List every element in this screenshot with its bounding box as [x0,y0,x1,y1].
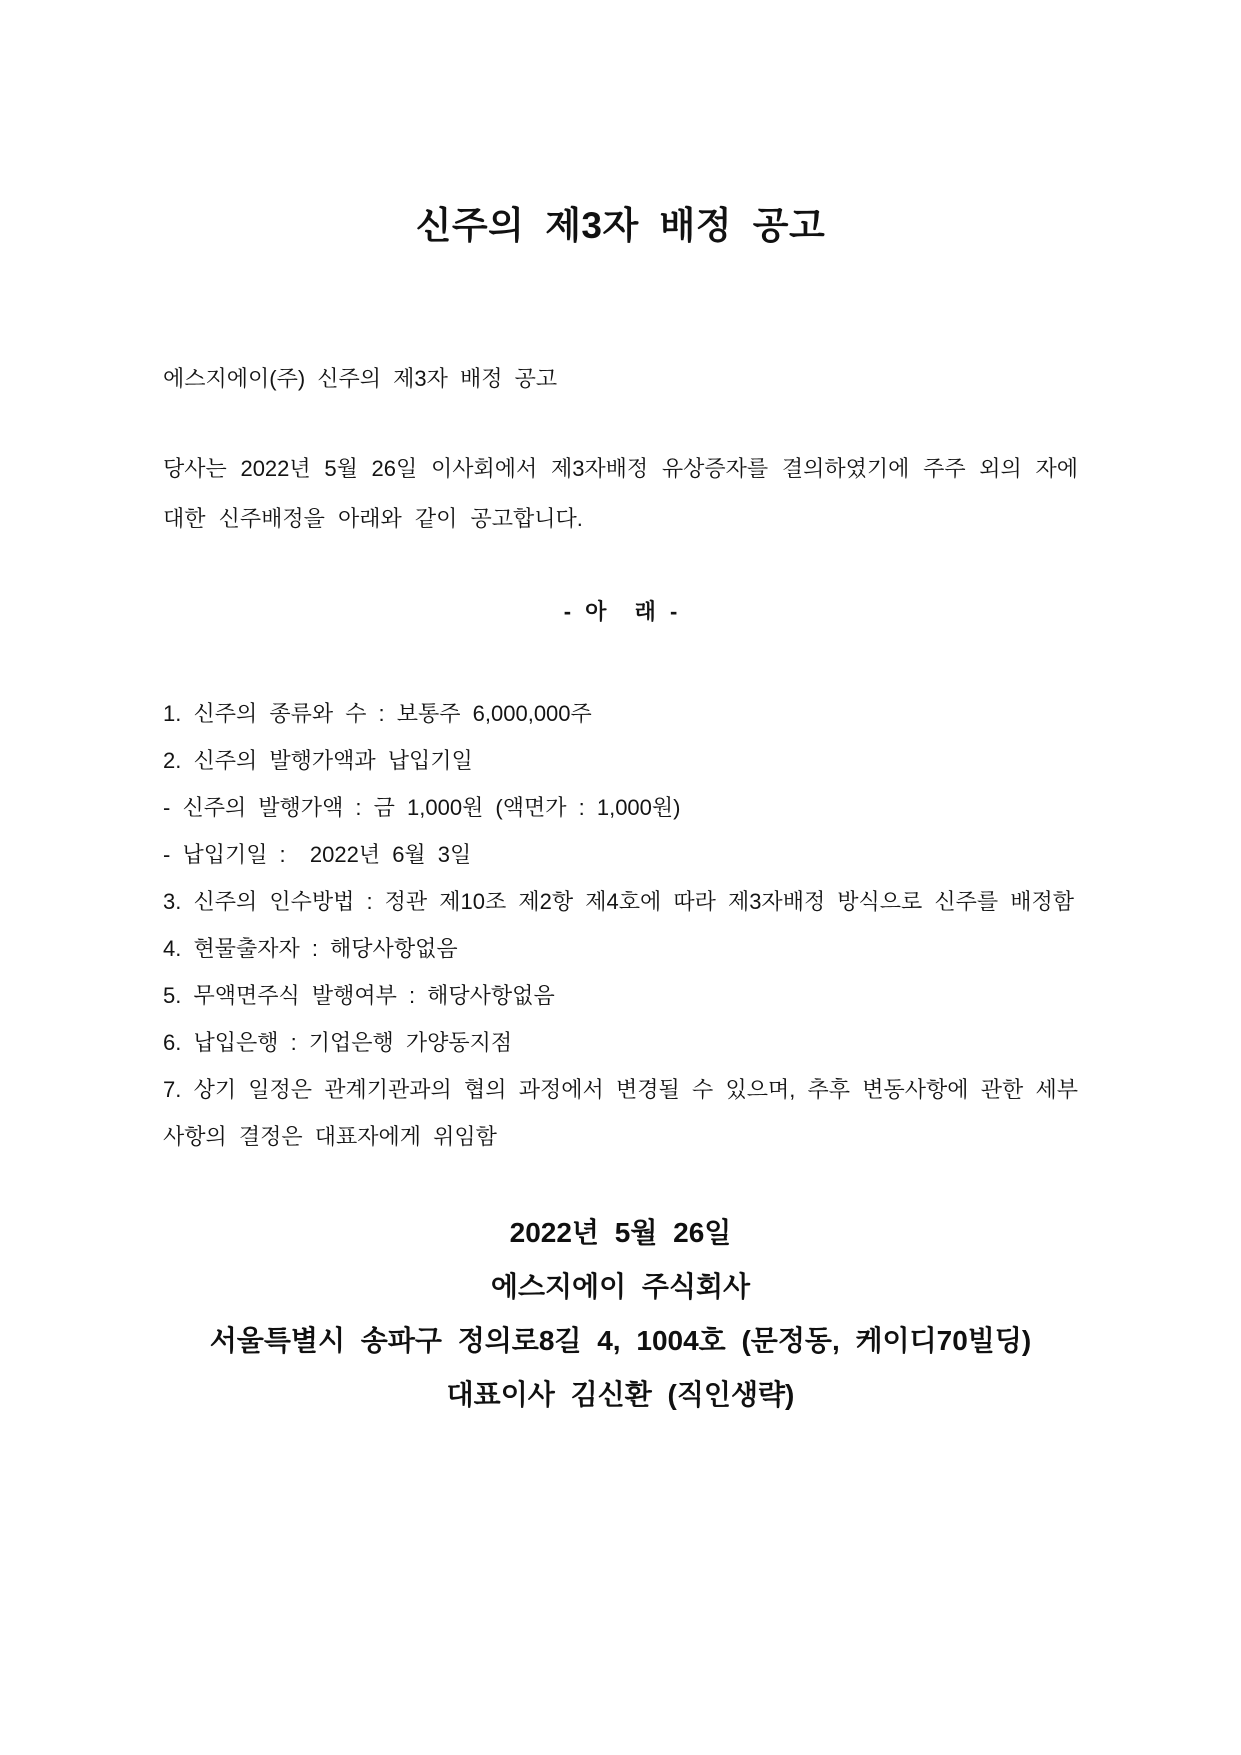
list-item-2: 2. 신주의 발행가액과 납입기일 [163,748,473,773]
section-divider: - 아 래 - [563,599,678,624]
signature-block [163,1206,1078,1422]
footer-ceo-signature: 대표이사 김신환 (직인생략) [446,1379,795,1410]
list-item-2a: - 신주의 발행가액 : 금 1,000원 (액면가 : 1,000원) [163,795,681,820]
subtitle-line: 에스지에이(주) 신주의 제3자 배정 공고 [163,366,558,391]
list-item-1: 1. 신주의 종류와 수 : 보통주 6,000,000주 [163,701,592,726]
list-item-3: 3. 신주의 인수방법 : 정관 제10조 제2항 제4호에 따라 제3자배정 방식으로 신주를 배정함 [163,889,1075,914]
footer-address: 서울특별시 송파구 정의로8길 4, 1004호 (문정동, 케이디70빌딩) [209,1325,1032,1356]
list-item-7: 7. 상기 일정은 관계기관과의 협의 과정에서 변경될 수 있으며, 추후 변동사항에 관한 세부사항의 결정은 대표자에게 위임함 [163,1077,1078,1149]
footer-date: 2022년 5월 26일 [509,1217,732,1248]
list-item-6: 6. 납입은행 : 기업은행 가양동지점 [163,1030,513,1055]
intro-paragraph: 당사는 2022년 5월 26일 이사회에서 제3자배정 유상증자를 결의하였기에 주주 외의 자에 대한 신주배정을 아래와 같이 공고합니다. [163,456,1078,531]
list-item-5: 5. 무액면주식 발행여부 : 해당사항없음 [163,983,555,1008]
document-title: 신주의 제3자 배정 공고 [415,205,826,246]
footer-company-name: 에스지에이 주식회사 [490,1271,751,1302]
announcement-list [163,690,1078,1160]
list-item-2b: - 납입기일 : 2022년 6월 3일 [163,842,472,867]
list-item-4: 4. 현물출자자 : 해당사항없음 [163,936,458,961]
